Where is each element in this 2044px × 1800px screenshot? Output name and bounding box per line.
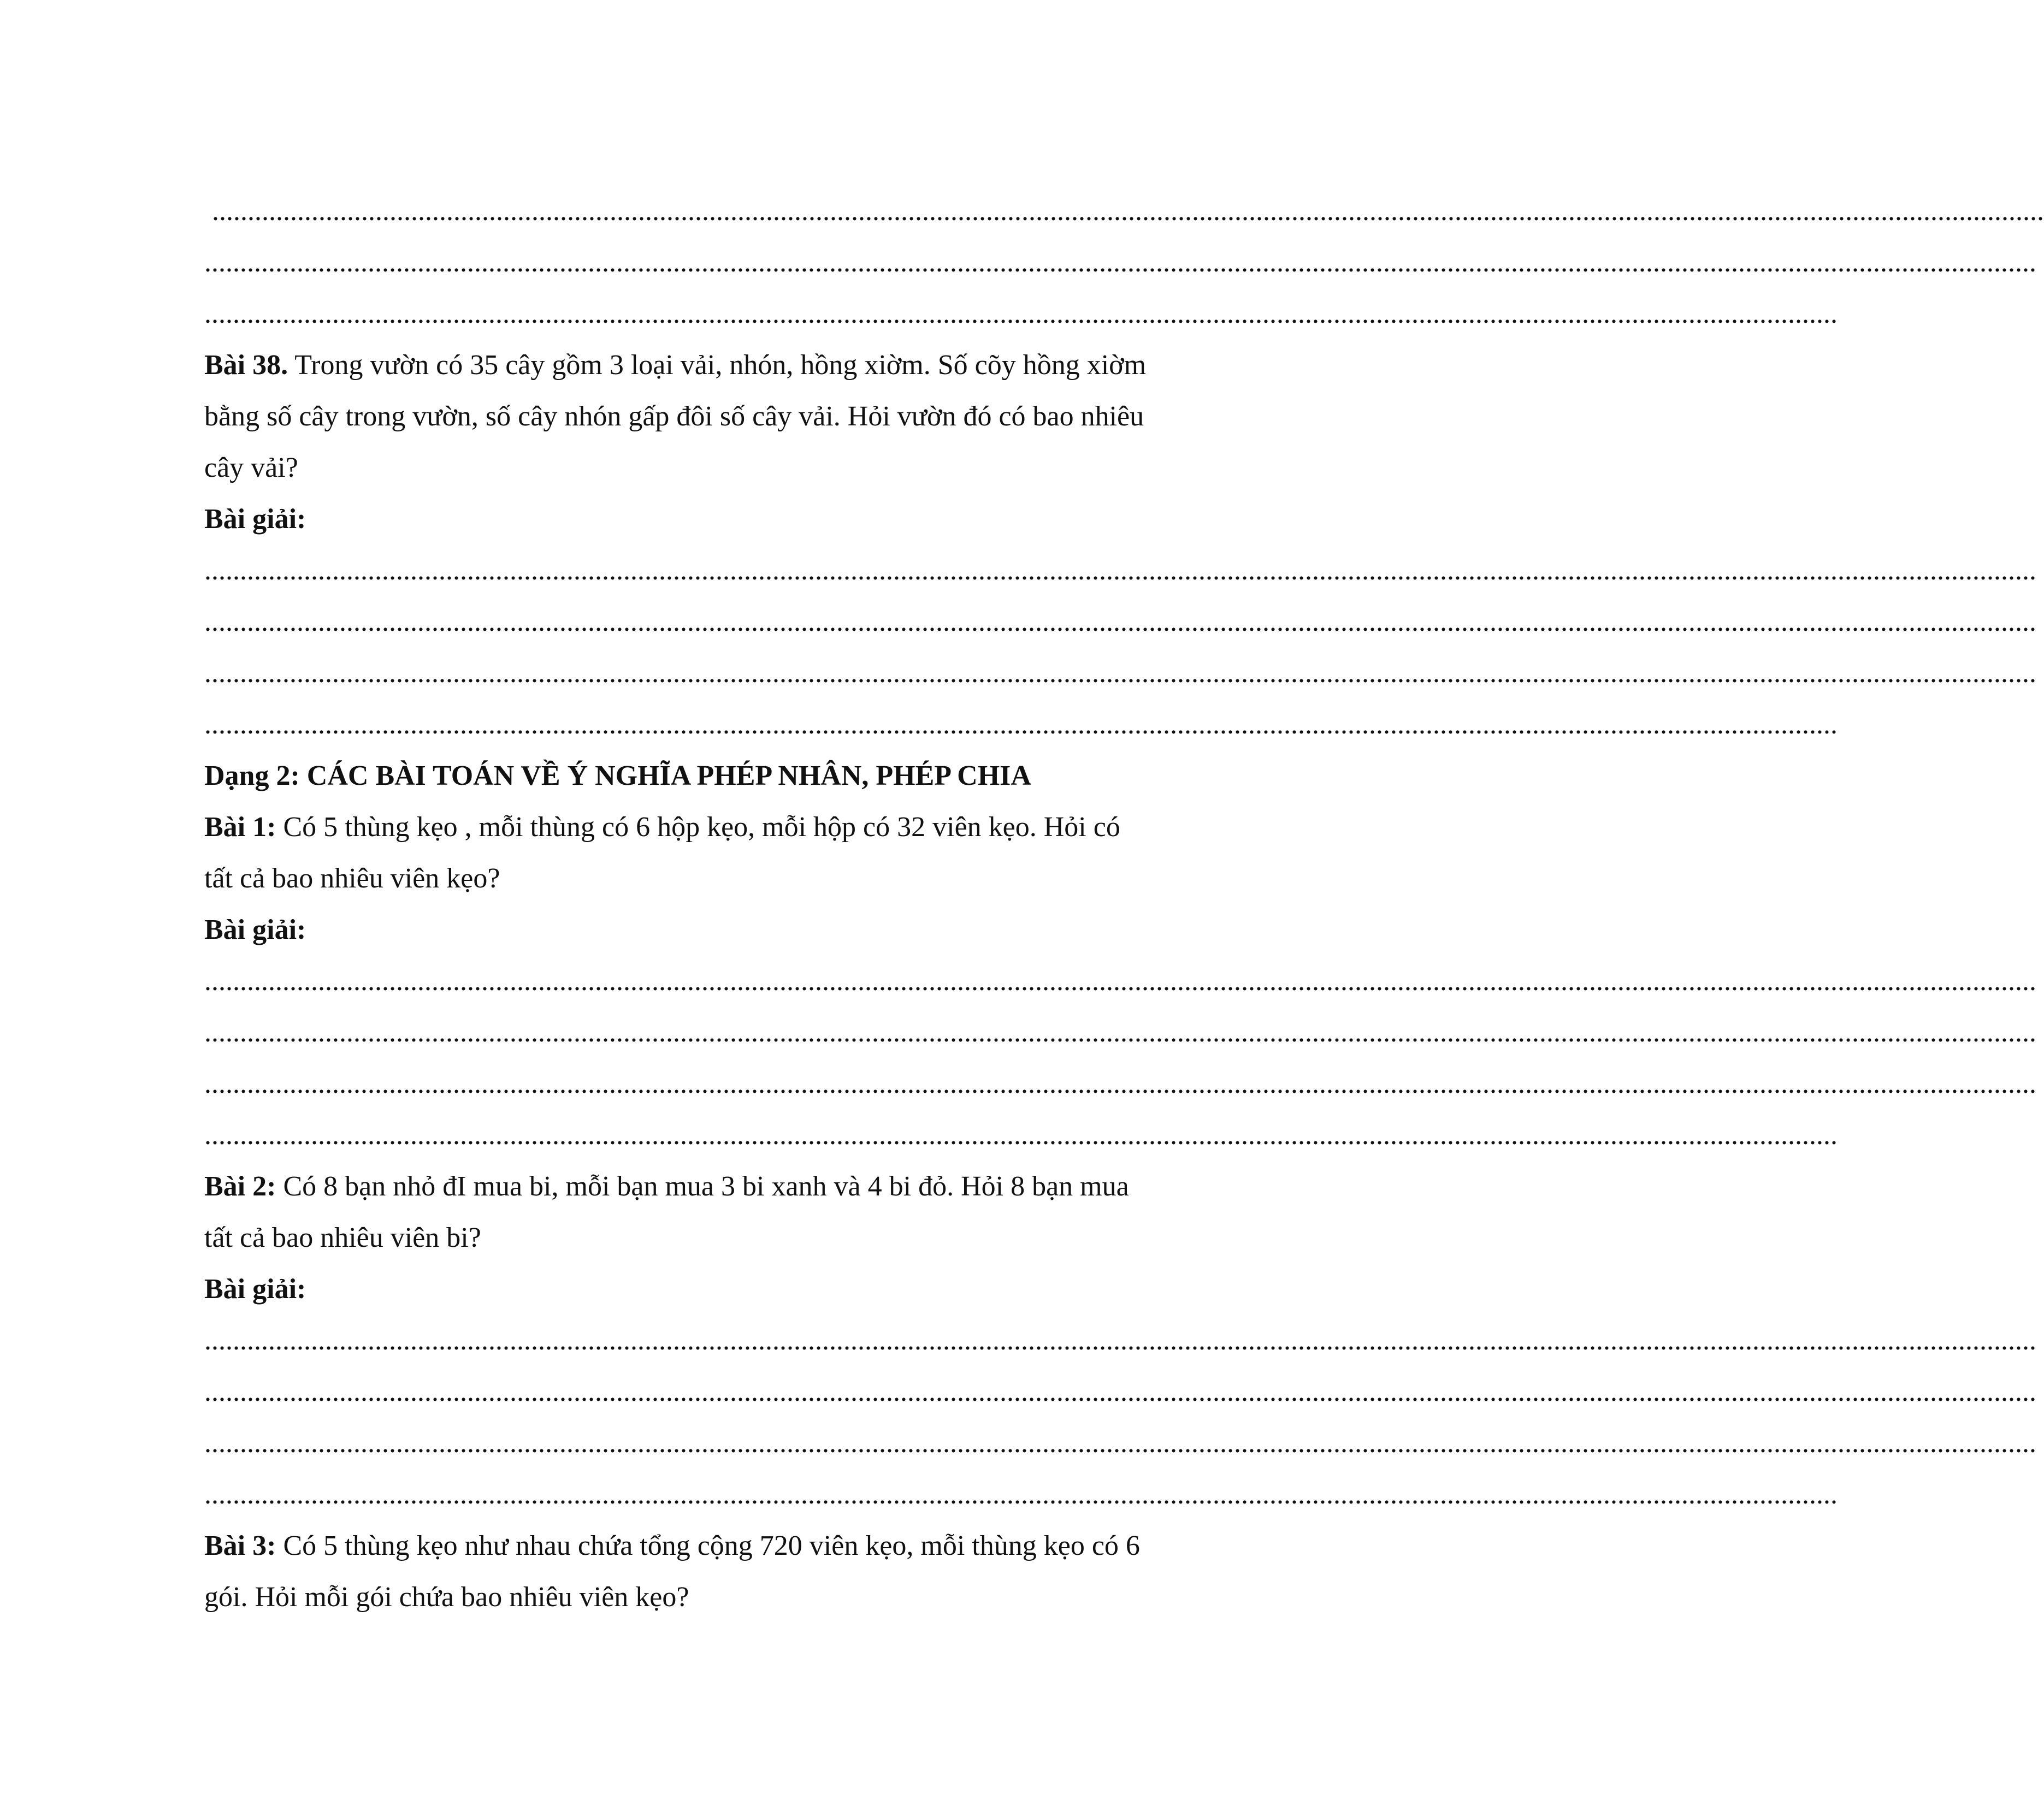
answer-line: .................................................................................................................................................................................................................................................................. bbox=[204, 1428, 2036, 1459]
answer-line: ...................................................................................................................................................................................................................................... bbox=[204, 709, 1838, 740]
problem-38-line-3: cây vải? bbox=[204, 452, 298, 483]
problem-3-line-2: gói. Hỏi mỗi gói chứa bao nhiêu viên kẹo? bbox=[204, 1582, 689, 1613]
answer-line: ...................................................................................................................................................................................................................................... bbox=[204, 1120, 1838, 1151]
answer-line: .................................................................................................................................................................................................................................................................. bbox=[204, 247, 2036, 278]
problem-38-line-1 bbox=[204, 340, 1198, 391]
problem-38-label: Bài 38. bbox=[204, 350, 288, 381]
problem-3-label: Bài 3: bbox=[204, 1530, 276, 1561]
problem-2-line-2: tất cả bao nhiêu viên bi? bbox=[204, 1222, 481, 1253]
solution-label: Bài giải: bbox=[204, 1274, 306, 1305]
answer-line: ...................................................................................................................................................................................................................................... bbox=[204, 1479, 1838, 1510]
answer-line: .................................................................................................................................................................................................................................................................. bbox=[204, 1068, 2036, 1099]
answer-line: .................................................................................................................................................................................................................................................................. bbox=[204, 966, 2036, 997]
section-title: Dạng 2: CÁC BÀI TOÁN VỀ Ý NGHĨA PHÉP NHÂN, PHÉP CHIA bbox=[204, 760, 1031, 791]
answer-line: .................................................................................................................................................................................................................................................................. bbox=[204, 1017, 2036, 1048]
problem-2-line-1 bbox=[204, 1161, 1198, 1212]
answer-line: .................................................................................................................................................................................................................................................................. bbox=[204, 1325, 2036, 1356]
solution-label: Bài giải: bbox=[204, 914, 306, 945]
answer-line: .................................................................................................................................................................................................................................................................. bbox=[212, 196, 2044, 227]
problem-3-text: Có 5 thùng kẹo như nhau chứa tổng cộng 720 viên kẹo, mỗi thùng kẹo có 6 bbox=[276, 1530, 1140, 1561]
answer-line: .................................................................................................................................................................................................................................................................. bbox=[204, 658, 2036, 689]
problem-1-line-2: tất cả bao nhiêu viên kẹo? bbox=[204, 863, 500, 894]
problem-38-text: Trong vườn có 35 cây gồm 3 loại vải, nhón, hồng xiờm. Số cõy hồng xiờm bbox=[288, 350, 1147, 381]
answer-line: .................................................................................................................................................................................................................................................................. bbox=[204, 1376, 2036, 1407]
problem-1-text: Có 5 thùng kẹo , mỗi thùng có 6 hộp kẹo, mỗi hộp có 32 viên kẹo. Hỏi có bbox=[276, 812, 1120, 843]
problem-1-label: Bài 1: bbox=[204, 812, 276, 843]
problem-3-line-1 bbox=[204, 1520, 1198, 1572]
problem-38-line-2: bằng số cây trong vườn, số cây nhón gấp đôi số cây vải. Hỏi vườn đó có bao nhiêu bbox=[204, 401, 1144, 432]
solution-label: Bài giải: bbox=[204, 504, 306, 535]
problem-2-label: Bài 2: bbox=[204, 1171, 276, 1202]
answer-line: .................................................................................................................................................................................................................................................................. bbox=[204, 606, 2036, 637]
problem-2-text: Có 8 bạn nhỏ đI mua bi, mỗi bạn mua 3 bi xanh và 4 bi đỏ. Hỏi 8 bạn mua bbox=[276, 1171, 1129, 1202]
problem-1-line-1 bbox=[204, 802, 1198, 853]
answer-line: .................................................................................................................................................................................................................................................................. bbox=[204, 555, 2036, 586]
worksheet-page bbox=[204, 186, 2044, 1623]
answer-line: ...................................................................................................................................................................................................................................... bbox=[204, 298, 1838, 329]
